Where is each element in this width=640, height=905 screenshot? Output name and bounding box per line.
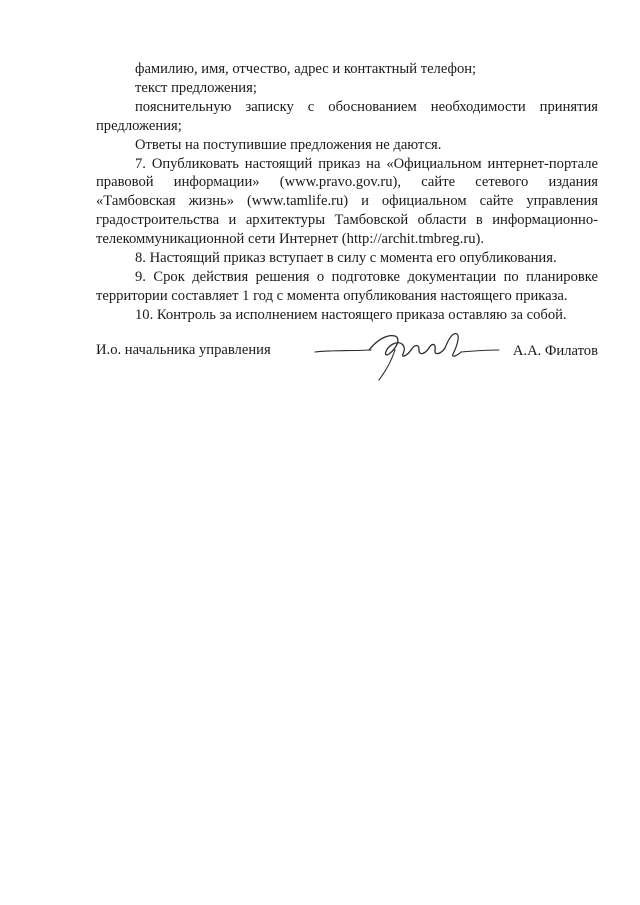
paragraph-proposal-text: текст предложения; <box>135 79 257 96</box>
paragraph-item-7-publication: 7. Опубликовать настоящий приказ на «Официальном интернет-портале правовой информации» (www.pravo.gov.ru), сайте сетевого издания «Тамбовская жизнь» (www.tamlife.ru) и официальном сайте управления градостроительства и архитектуры Тамбовской области в информационно-телекоммуникационной сети Интернет (http://archit.tmbreg.ru). <box>96 155 598 248</box>
paragraph-item-10-control: 10. Контроль за исполнением настоящего приказа оставляю за собой. <box>135 306 567 323</box>
paragraph-item-8-effective: 8. Настоящий приказ вступает в силу с момента его опубликования. <box>135 250 557 267</box>
document-body <box>96 60 598 325</box>
paragraph-explanatory-note: пояснительную записку с обоснованием необходимости принятия предложения; <box>96 98 598 134</box>
signatory-name: А.А. Филатов <box>512 343 598 359</box>
signature-block <box>96 336 598 386</box>
paragraph-item-9-validity: 9. Срок действия решения о подготовке документации по планировке территории составляет 1 год с момента опубликования настоящего приказа. <box>96 268 598 304</box>
paragraph-no-replies: Ответы на поступившие предложения не даются. <box>135 136 442 153</box>
paragraph-contact-details: фамилию, имя, отчество, адрес и контактный телефон; <box>135 61 477 77</box>
handwritten-signature <box>311 328 501 384</box>
signatory-title: И.о. начальника управления <box>96 342 271 358</box>
